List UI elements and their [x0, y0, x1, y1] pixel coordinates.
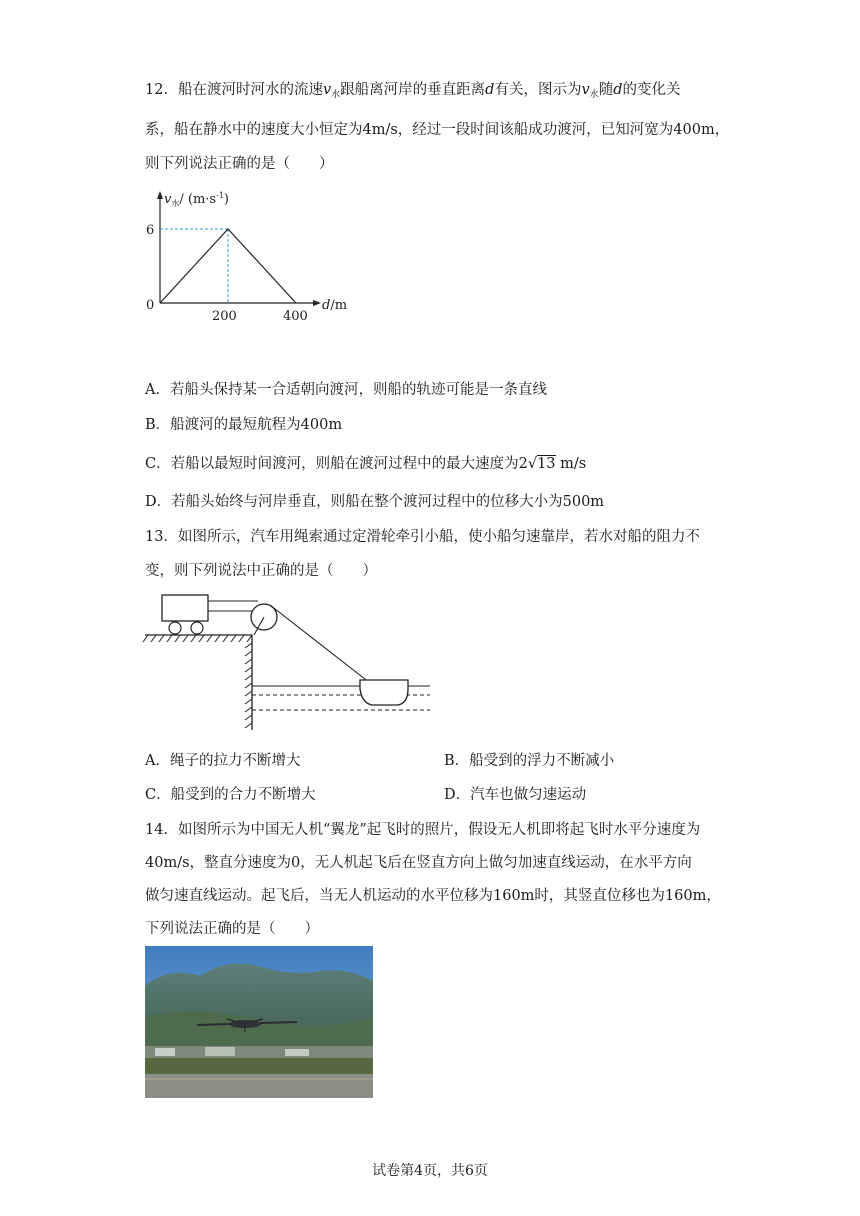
q14-stem-line1: 14．如图所示为中国无人机“翼龙”起飞时的照片，假设无人机即将起飞时水平分速度为 — [145, 822, 701, 838]
tick-x-200: 200 — [212, 309, 237, 324]
tick-x-400: 400 — [283, 309, 308, 324]
q12-velocity-graph — [140, 185, 360, 325]
sqrt-sign: √ — [527, 456, 538, 472]
q14-drone-photo — [145, 946, 373, 1098]
buildings — [145, 1046, 373, 1060]
q14-stem-line3: 做匀速直线运动。起飞后，当无人机运动的水平位移为160m时，其竖直位移也为160m， — [145, 888, 721, 904]
q12-option-c[interactable]: C．若船以最短时间渡河，则船在渡河过程中的最大速度为2√13 m/s — [145, 456, 587, 472]
x-axis-label: d/m — [322, 298, 348, 313]
boat — [360, 680, 408, 705]
q13-option-d[interactable]: D．汽车也做匀速运动 — [444, 787, 587, 803]
tick-y-6: 6 — [146, 223, 155, 238]
q13-option-c[interactable]: C．船受到的合力不断增大 — [145, 787, 316, 803]
q12-stem-line2: 系，船在静水中的速度大小恒定为4m/s，经过一段时间该船成功渡河，已知河宽为400m， — [145, 122, 730, 138]
car-wheel-right — [191, 622, 203, 634]
q12-option-d[interactable]: D．若船头始终与河岸垂直，则船在整个渡河过程中的位移大小为500m — [145, 494, 605, 510]
q13-pulley-diagram — [140, 585, 440, 735]
q12-option-a[interactable]: A．若船头保持某一合适朝向渡河，则船的轨迹可能是一条直线 — [145, 382, 547, 398]
q12-stem-line3: 则下列说法正确的是（ ） — [145, 156, 334, 172]
q13-stem-line2: 变，则下列说法中正确的是（ ） — [145, 563, 377, 579]
wall-hatching — [245, 643, 252, 728]
runway — [145, 1074, 373, 1098]
car-wheel-left — [169, 622, 181, 634]
q12-option-b[interactable]: B．船渡河的最短航程为400m — [145, 417, 343, 433]
q14-stem-line4: 下列说法正确的是（ ） — [145, 921, 319, 937]
q14-stem-line2: 40m/s，整直分速度为0，无人机起飞后在竖直方向上做匀加速直线运动，在水平方向 — [145, 855, 692, 871]
tick-origin: 0 — [146, 298, 155, 313]
page-footer: 试卷第4页，共6页 — [372, 1163, 488, 1179]
q13-option-a[interactable]: A．绳子的拉力不断增大 — [145, 753, 301, 769]
y-axis-arrow — [157, 191, 163, 199]
ground-hatching — [143, 635, 252, 642]
q13-option-b[interactable]: B．船受到的浮力不断减小 — [444, 753, 615, 769]
grass — [145, 1058, 373, 1074]
car-body — [162, 595, 208, 621]
q13-stem-line1: 13．如图所示，汽车用绳索通过定滑轮牵引小船，使小船匀速靠岸，若水对船的阻力不 — [145, 529, 700, 545]
rope-to-boat — [270, 605, 370, 683]
q12-stem-line1: 12．船在渡河时河水的流速$v_水$跟船离河岸的垂直距离d有关，图示为$v_水$随d的变化关 — [145, 82, 681, 100]
y-axis-label: $v_水/$ $(m\cdot s^{-1})$ — [164, 191, 229, 208]
x-axis-arrow — [313, 300, 321, 306]
